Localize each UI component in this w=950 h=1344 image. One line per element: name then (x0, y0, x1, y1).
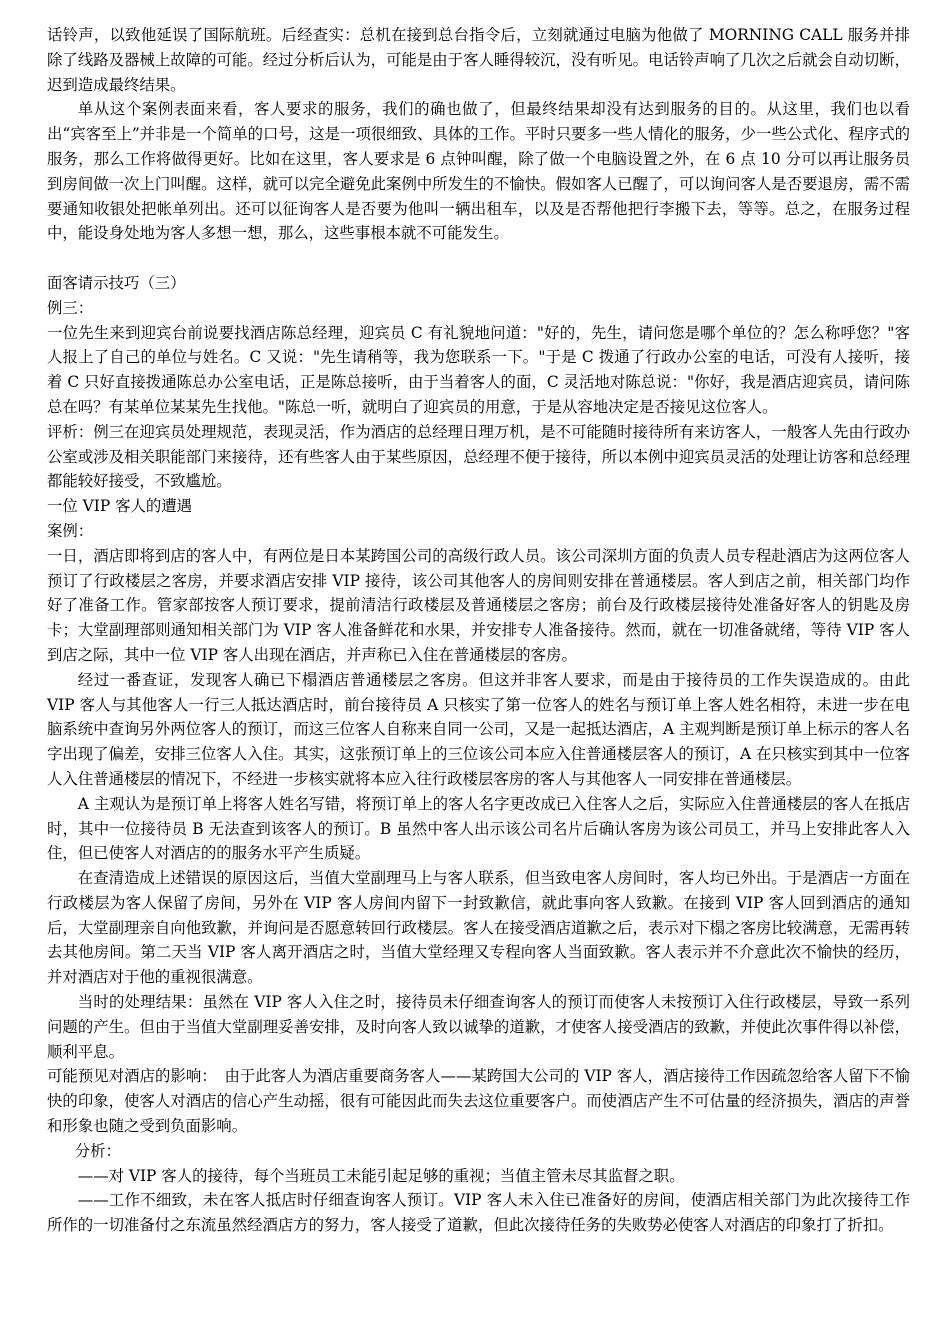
analysis-label: 分析： (74, 1141, 121, 1160)
analysis-point-one: ——对 VIP 客人的接待，每个当班员工未能引起足够的重视；当值主管未尽其监督之职。 (77, 1166, 685, 1185)
paragraph-guest-first-analysis: 单从这个案例表面来看，客人要求的服务，我们的确也做了，但最终结果却没有达到服务的目的。从这里，我们也以看出“宾客至上”并非是一个简单的口号，这是一项很细致、具体的工作。平时只要多一些人情化的服务，少一些公式化、程序式的服务，那么工作将做得更好。比如在这里，客人要求是 6 点钟叫醒，除了做一个电脑设置之外，在 6 点 10 分可以再让服务员到房间做一次上门叫醒。这样，就可以完全避免此案例中所发生的不愉快。假如客人已醒了，可以询问客人是否要退房，需不需要通知收银处把帐单列出。还可以征询客人是否要为他叫一辆出租车，以及是否帮他把行李搬下去，等等。总之，在服务过程中，能设身处地为客人多想一想，那么，这些事根本就不可能发生。 (47, 100, 910, 243)
section-heading-vip-guest: 一位 VIP 客人的遭遇 (47, 497, 193, 516)
paragraph-case-background: 一日，酒店即将到店的客人中，有两位是日本某跨国公司的高级行政人员。该公司深圳方面的负责人员专程赴酒店为这两位客人预订了行政楼层之客房，并要求酒店安排 VIP 接待，该公司其他客人的房间则安排在普通楼层。客人到店之前，相关部门均作好了准备工作。管家部按客人预订要求，提前清洁行政楼层及普通楼层之客房；前台及行政楼层接待处准备好客人的钥匙及房卡；大堂副理部则通知相关部门为 VIP 客人准备鲜花和水果，并安排专人准备接待。然而，就在一切准备就绪，等待 VIP 客人到店之际，其中一位 VIP 客人出现在酒店，并声称已入住在普通楼层的客房。 (47, 546, 910, 664)
paragraph-apology-handling: 在查清造成上述错误的原因这后，当值大堂副理马上与客人联系，但当致电客人房间时，客人均已外出。于是酒店一方面在行政楼层为客人保留了房间，另外在 VIP 客人房间内留下一封致歉信，就此事向客人致歉。在接到 VIP 客人回到酒店的通知后，大堂副理亲自向他致歉，并询问是否愿意转回行政楼层。客人在接受酒店道歉之后，表示对下榻之客房比较满意，无需再转去其他房间。第二天当 VIP 客人离开酒店之时，当值大堂经理又专程向客人当面致歉。客人表示并不介意此次不愉快的经历，并对酒店对于他的重视很满意。 (47, 869, 910, 987)
section-heading-request-skills: 面客请示技巧（三） (47, 273, 186, 292)
paragraph-wakeup-call-continued: 话铃声，以致他延误了国际航班。后经查实：总机在接到总台指令后，立刻就通过电脑为他做了 MORNING CALL 服务并排除了线路及器械上故障的可能。经过分析后认为，可能是由于客人睡得较沉，没有听见。电话铃声响了几次之后就会自动切断，迟到造成最终结果。 (47, 26, 910, 94)
analysis-point-two: ——工作不细致，未在客人抵店时仔细查询客人预订。VIP 客人未入住已准备好的房间，使酒店相关部门为此次接待工作所作的一切准备付之东流虽然经酒店方的努力，客人接受了道歉，但此次接待任务的失败势必使客人对酒店的印象打了折扣。 (47, 1191, 910, 1235)
paragraph-investigation: 经过一番查证，发现客人确已下榻酒店普通楼层之客房。但这并非客人要求，而是由于接待员的工作失误造成的。由此 VIP 客人与其他客人一行三人抵达酒店时，前台接待员 A 只核实了第一位客人的姓名与预订单上客人姓名相符，未进一步在电脑系统中查询另外两位客人的预订，而这三位客人自称来自同一公司，又是一起抵达酒店，A 主观判断是预订单上标示的客人名字出现了偏差，安排三位客人入住。其实，这张预订单上的三位该公司本应入住普通楼层客人的预订，A 在只核实到其中一位客人入住普通楼层的情况下，不经进一步核实就将本应入往行政楼层客房的客人与其他客人一同安排在普通楼层。 (47, 670, 910, 788)
example-label: 例三： (47, 298, 94, 317)
case-label: 案例： (47, 521, 94, 540)
paragraph-gap (47, 246, 910, 271)
paragraph-handling-result: 当时的处理结果：虽然在 VIP 客人入住之时，接待员未仔细查询客人的预订而使客人未按预订入住行政楼层，导致一系列问题的产生。但由于当值大堂副理妥善安排，及时向客人致以诚挚的道歉，才使客人接受酒店的致歉，并使此次事件得以补偿，顺利平息。 (47, 993, 910, 1061)
paragraph-reservation-error: A 主观认为是预订单上将客人姓名写错，将预订单上的客人名字更改成已入住客人之后，实际应入住普通楼层的客人在抵店时，其中一位接待员 B 无法查到该客人的预订。B 虽然中客人出示该公司名片后确认客房为该公司员工，并马上安排此客人入住，但已使客人对酒店的的服务水平产生质疑。 (47, 794, 910, 863)
paragraph-example-three: 一位先生来到迎宾台前说要找酒店陈总经理，迎宾员 C 有礼貌地问道："好的，先生，请问您是哪个单位的？怎么称呼您？"客人报上了自己的单位与姓名。C 又说："先生请稍等，我为您联系一下。"于是 C 拨通了行政办公室的电话，可没有人接听，接着 C 只好直接拨通陈总办公室电话，正是陈总接听，由于当着客人的面，C 灵活地对陈总说："你好，我是酒店迎宾员，请问陈总在吗？有某单位某某先生找他。"陈总一听，就明白了迎宾员的用意，于是从容地决定是否接见这位客人。 (47, 323, 910, 416)
paragraph-possible-impact: 可能预见对酒店的影响： 由于此客人为酒店重要商务客人——某跨国大公司的 VIP 客人，酒店接待工作因疏忽给客人留下不愉快的印象，使客人对酒店的信心产生动摇，很有可能因此而失去这位重要客户。而使酒店产生不可估量的经济损失，酒店的声誉和形象也随之受到负面影响。 (47, 1067, 910, 1136)
paragraph-example-three-review: 评析：例三在迎宾员处理规范，表现灵活，作为酒店的总经理日理万机，是不可能随时接待所有来访客人，一般客人先由行政办公室或涉及相关职能部门来接待，还有些客人由于某些原因，总经理不便于接待，所以本例中迎宾员灵活的处理让访客和总经理都能较好接受，不致尴尬。 (47, 422, 910, 491)
